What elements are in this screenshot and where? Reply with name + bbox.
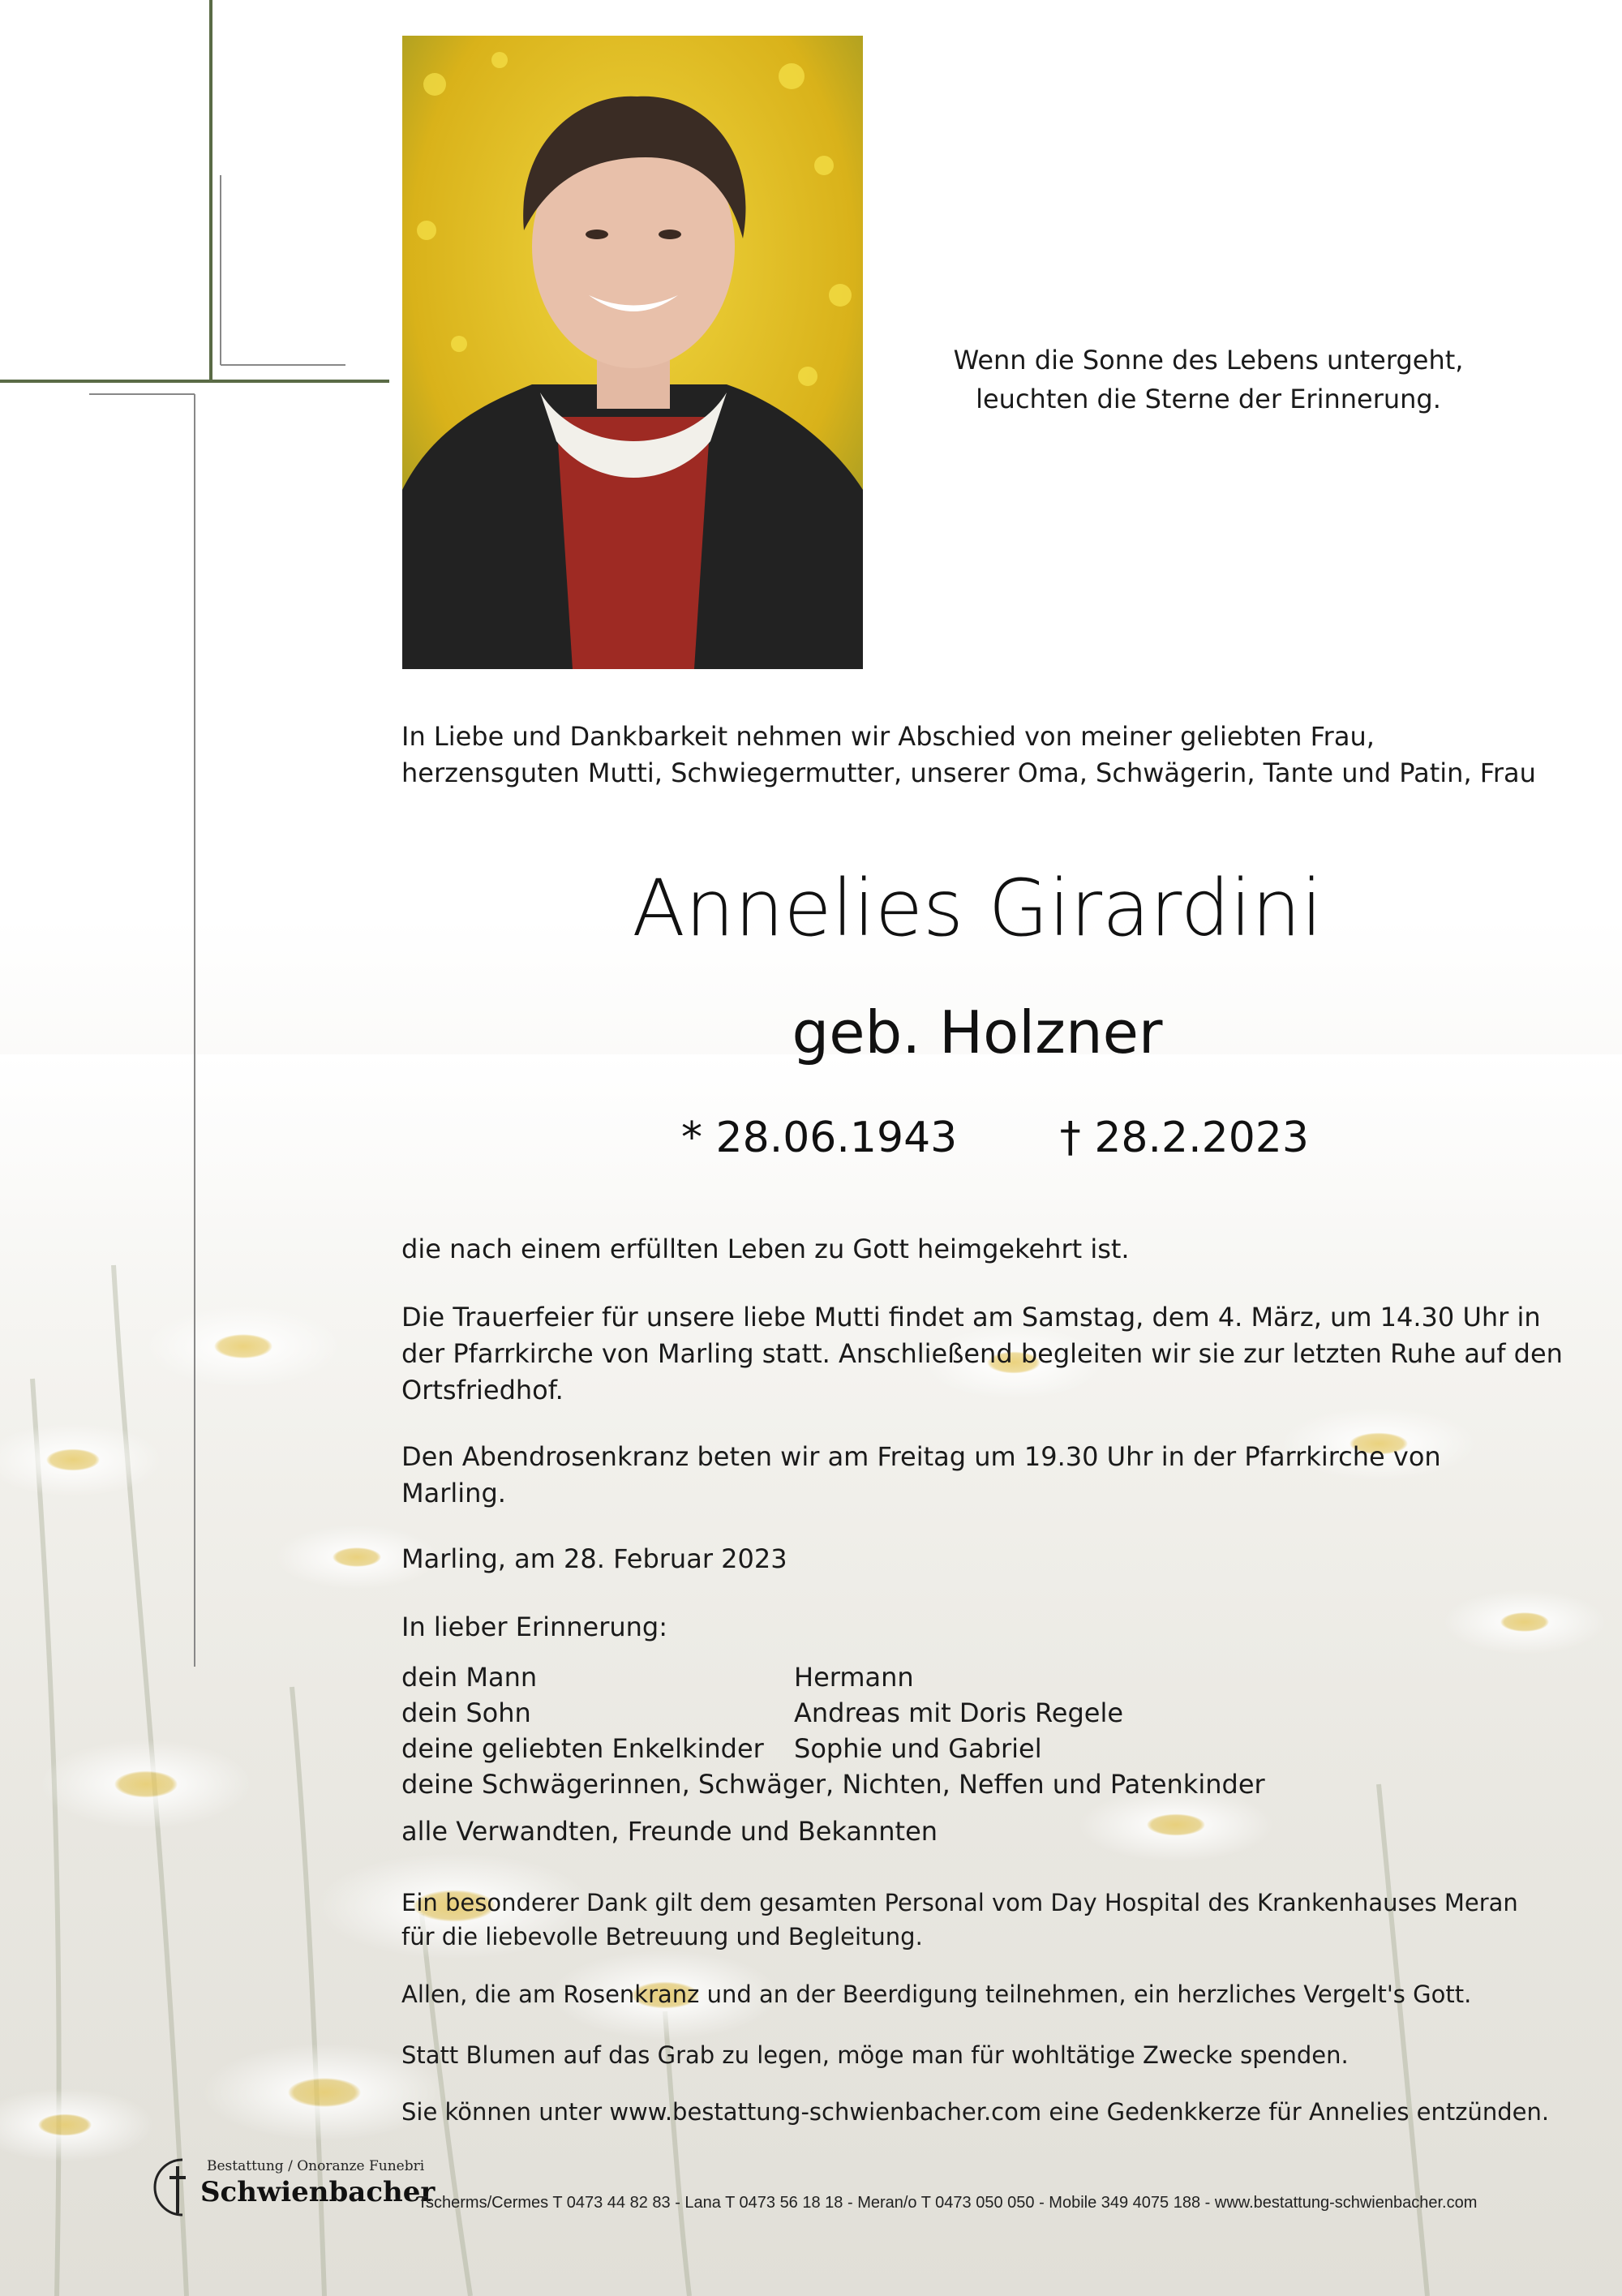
funeral-home-footer [150,2155,1610,2220]
birth-date: * 28.06.1943 [681,1114,958,1162]
memory-heading [401,1609,1586,1646]
homecoming-line: die nach einem erfüllten Leben zu Gott heimgekehrt ist. [401,1234,1130,1264]
relative-names: Hermann [794,1662,914,1693]
relative-row [401,1731,1265,1766]
relative-row [401,1813,1265,1849]
funeral-line: Die Trauerfeier für unsere liebe Mutti findet am Samstag, dem 4. März, um 14.30 Uhr in [401,1302,1541,1333]
thanks-line: für die liebevolle Betreuung und Begleitung. [401,1923,923,1951]
hospital-thanks [401,1886,1518,1954]
relative-relation: dein Sohn [401,1697,531,1728]
memory-heading-text: In lieber Erinnerung: [401,1611,668,1642]
relative-relation: dein Mann [401,1662,538,1693]
life-dates [681,1109,1309,1166]
place-date-text: Marling, am 28. Februar 2023 [401,1543,787,1574]
rosary-paragraph [401,1439,1586,1512]
funeral-paragraph [401,1299,1586,1409]
relatives-extra: alle Verwandten, Freunde und Bekannten [401,1816,938,1847]
logo-brand: Schwienbacher [200,2176,436,2208]
rosary-line: Den Abendrosenkranz beten wir am Freitag um 19.30 Uhr in der Pfarrkirche von [401,1441,1441,1472]
quote-line: leuchten die Sterne der Erinnerung. [976,384,1441,414]
deceased-name: Annelies Girardini [632,863,1323,954]
relative-row [401,1766,1265,1802]
maiden-name: geb. Holzner [792,998,1163,1066]
cross-logo-icon [150,2155,200,2220]
intro-paragraph [401,719,1586,792]
funeral-line: der Pfarrkirche von Marling statt. Anschließend begleiten wir sie zur letzten Ruhe auf den [401,1338,1563,1369]
footer-contact: Tscherms/Cermes T 0473 44 82 83 - Lana T 0473 56 18 18 - Meran/o T 0473 050 050 - Mobile 349 4075 188 - www.bestattung-schwienbacher.com [418,2194,1478,2212]
intro-line: herzensguten Mutti, Schwiegermutter, unserer Oma, Schwägerin, Tante und Patin, Frau [401,757,1536,788]
logo-tagline: Bestattung / Onoranze Funebri [207,2158,425,2174]
rosary-line: Marling. [401,1478,506,1508]
candle-note: Sie können unter www.bestattung-schwienbacher.com eine Gedenkkerze für Annelies entzünden. [401,2098,1550,2126]
portrait-photo [402,36,863,669]
relative-row [401,1695,1265,1731]
relatives-list [401,1659,1265,1849]
intro-line: In Liebe und Dankbarkeit nehmen wir Abschied von meiner geliebten Frau, [401,721,1375,752]
memorial-quote [916,341,1500,418]
cross-icon [0,0,389,1671]
relatives-extra: deine Schwägerinnen, Schwäger, Nichten, Neffen und Patenkinder [401,1769,1265,1800]
homecoming-text [401,1231,1586,1268]
quote-line: Wenn die Sonne des Lebens untergeht, [953,345,1464,376]
relative-names: Sophie und Gabriel [794,1733,1042,1764]
funeral-home-logo [150,2155,436,2220]
flowers-note: Statt Blumen auf das Grab zu legen, möge man für wohltätige Zwecke spenden. [401,2041,1349,2069]
death-date: † 28.2.2023 [1059,1114,1309,1162]
relative-row [401,1659,1265,1695]
place-date [401,1541,1586,1577]
relative-relation: deine geliebten Enkelkinder [401,1733,764,1764]
funeral-line: Ortsfriedhof. [401,1375,564,1405]
thanks-line: Ein besonderer Dank gilt dem gesamten Personal vom Day Hospital des Krankenhauses Meran [401,1889,1518,1916]
relative-names: Andreas mit Doris Regele [794,1697,1124,1728]
attendance-thanks: Allen, die am Rosenkranz und an der Beerdigung teilnehmen, ein herzliches Vergelt's Gott. [401,1981,1472,2008]
